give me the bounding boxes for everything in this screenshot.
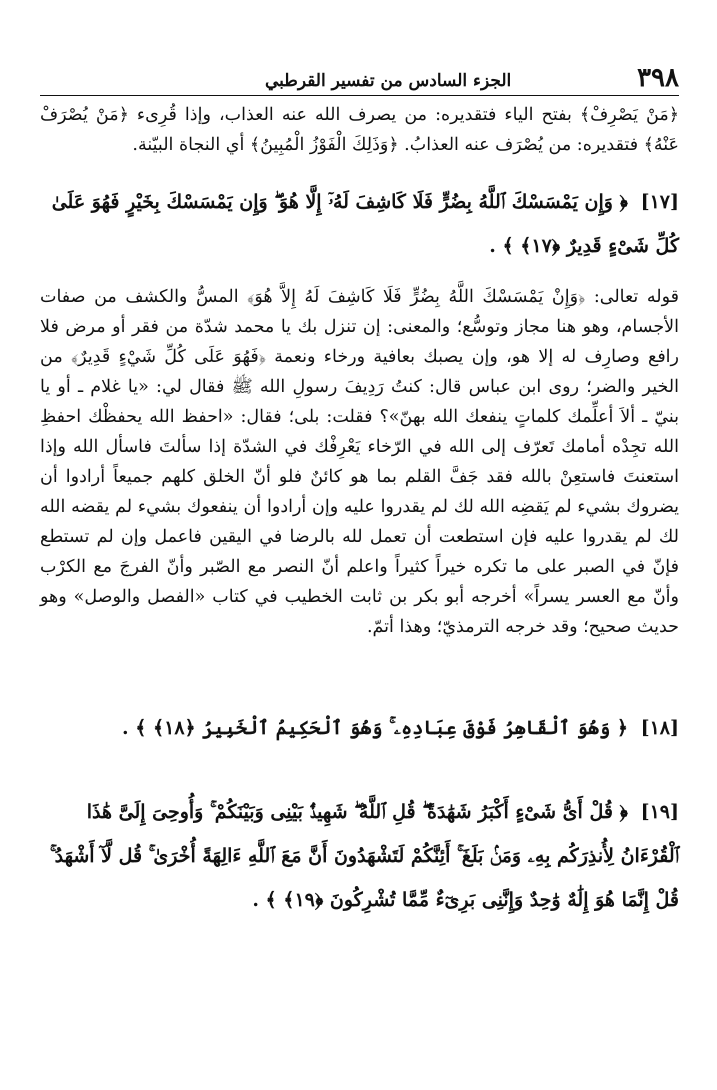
page-number: ٣٩٨ bbox=[637, 63, 679, 93]
spacer bbox=[40, 642, 679, 706]
running-title: الجزء السادس من تفسير القرطبي bbox=[265, 71, 512, 91]
verse-text-19: ﴿ قُلْ أَىُّ شَىْءٍ أَكْبَرُ شَهَٰدَةً ۖ قُلِ ٱللَّهُ ۖ شَهِيدٌۢ بَيْنِى وَبَيْنَكُمْ ۚ وَأُوحِىَ إِلَىَّ هَٰذَا ٱلْقُرْءَانُ لِأُنذِرَكُم بِهِۦ وَمَنۢ بَلَغَ ۚ أَئِنَّكُمْ لَتَشْهَدُونَ أَنَّ مَعَ ٱللَّهِ ءَالِهَةً أُخْرَىٰ ۚ قُل لَّآ أَشْهَدُ ۚ قُلْ إِنَّمَا هُوَ إِلَٰهٌ وَٰحِدٌ وَإِنَّنِى بَرِىٓءٌ مِّمَّا تُشْرِكُونَ ﴿١٩﴾ ﴾ . bbox=[49, 801, 679, 911]
verse-17 bbox=[40, 180, 679, 268]
verse-number-18: [١٨] bbox=[640, 717, 679, 739]
spacer bbox=[40, 268, 679, 282]
page-header bbox=[40, 0, 679, 96]
intro-paragraph: ﴿مَنْ يَصْرِفْ﴾ بفتح الياء فتقديره: من يصرف الله عنه العذاب، وإذا قُرِىء ﴿مَنْ يُصْرَفْ عَنْهُ﴾ فتقديره: من يُصْرَف عنه العذابُ. ﴿وَذَلِكَ الْفَوْزُ الْمُبِينُ﴾ أي النجاة البيّنة. bbox=[40, 105, 679, 155]
spacer bbox=[40, 160, 679, 180]
verse-number-19: [١٩] bbox=[640, 801, 679, 823]
commentary-paragraph: قوله تعالى: ﴿وَإِنْ يَمْسَسْكَ اللَّهُ بِضُرٍّ فَلَا كَاشِفَ لَهُ إِلاَّ هُوَ﴾ المسُّ والكشف من صفات الأجسام، وهو هنا مجاز وتوسُّع؛ والمعنى: إن تنزل بك يا محمد شدّة من فقر أو مرض فلا رافع وصارِف له إلا هو، وإن يصبك بعافية ورخاء ونعمة ﴿فَهُوَ عَلَى كُلِّ شَيْءٍ قَدِيرٌ﴾ من الخير والضر؛ روى ابن عباس قال: كنتُ رَدِيفَ رسولِ الله ﷺ فقال لي: «يا غلام ـ أو يا بنيّ ـ ألاَ أعلِّمك كلماتٍ ينفعك الله بهنّ»؟ فقلت: بلى؛ فقال: «احفظ الله يحفظْك احفظِ الله تجِدْه أمامك تَعرّف إلى الله في الرّخاء يَعْرِفْك في الشدّة إذا سألتَ فاسأل الله وإذا استعنتَ فاستعِنْ بالله فقد جَفَّ القلم بما هو كائنٌ فلو أنّ الخلق كلهم جميعاً أرادوا أن يضروك بشيء لم يَقضِه الله لك لم يقدروا عليه وإن أرادوا أن ينفعوك بشيء لم يقضه الله لك لم يقدروا عليه فإن استطعت أن تعمل لله بالرضا في اليقين فاعمل وإن لم تستطع فإنّ في الصبر على ما تكره خيراً كثيراً واعلم أنّ النصر مع الصّبر وأنّ الفرجَ مع الكرْب وأنّ مع العسر يسراً» أخرجه أبو بكر بن ثابت الخطيب في كتاب «الفصل والوصل» وهو حديث صحيح؛ وقد خرجه الترمذيّ؛ وهذا أتمّ. bbox=[40, 287, 679, 637]
verse-number-17: [١٧] bbox=[640, 191, 679, 213]
verse-19 bbox=[40, 790, 679, 922]
verse-text-18: ﴿ وَهُوَ ٱلْقَاهِرُ فَوْقَ عِبَادِهِۦ ۚ وَهُوَ ٱلْحَكِيمُ ٱلْخَبِيرُ ﴿١٨﴾ ﴾ . bbox=[122, 717, 628, 739]
verse-18 bbox=[40, 706, 679, 750]
spacer bbox=[40, 750, 679, 790]
verse-text-17: ﴿ وَإِن يَمْسَسْكَ ٱللَّهُ بِضُرٍّ فَلَا كَاشِفَ لَهُۥٓ إِلَّا هُوَ ۖ وَإِن يَمْسَسْكَ بِخَيْرٍ فَهُوَ عَلَىٰ كُلِّ شَىْءٍ قَدِيرٌ ﴿١٧﴾ ﴾ . bbox=[51, 191, 679, 257]
